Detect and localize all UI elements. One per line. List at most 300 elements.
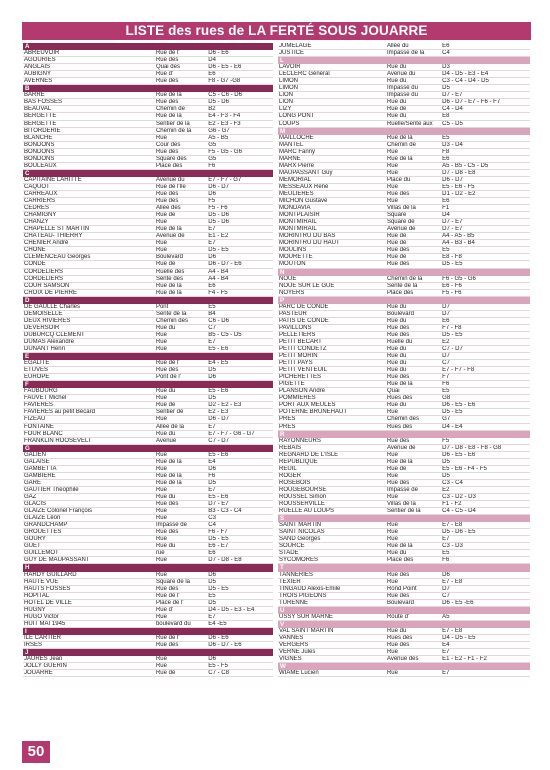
section-letter-w: W [278,663,530,670]
street-name: USSY SUR MARNE [279,613,333,620]
map-grid-ref: F4 - F5 [208,289,228,296]
map-grid-ref: D5 [442,458,450,465]
street-type: Rue du [155,543,176,550]
street-row [278,276,530,283]
street-row [278,381,530,388]
street-name: CARRIERS [24,198,56,205]
map-grid-ref: D5 - D6 [208,219,229,226]
street-row [278,642,530,649]
street-row [23,318,273,325]
street-name: AGOURIES [24,57,56,64]
street-type: Rue de la [155,92,182,99]
street-name: MARC Fanny [279,148,316,155]
map-grid-ref: E2 - E3 [208,409,229,416]
street-type: Ruelle/Sente aux [386,120,433,127]
map-grid-ref: D6 - D7 [208,183,229,190]
street-type: Rue du [386,402,407,409]
street-type: Square des [155,155,187,162]
map-grid-ref: C7 - D7 [442,346,463,353]
street-name: PATIS DE CONDE [279,317,329,324]
street-row [278,332,530,339]
street-row [278,670,530,677]
street-row [278,290,530,297]
street-name: HÔTEL DE VILLE [24,599,72,606]
street-name: FAUBOURG [24,388,58,395]
street-name: BONDONS [24,148,55,155]
map-grid-ref: D7 [442,303,450,310]
street-name: POTERNE BRUNEHAUT [279,409,348,416]
street-name: PRES [279,416,296,423]
street-type: Avenue du [155,176,185,183]
street-name: PETIT PAYS [279,360,313,367]
street-type: Rue de [386,254,407,261]
map-grid-ref: F7 - F8 [442,324,462,331]
street-type: Rue des [386,437,410,444]
street-type: Chemin de [386,141,416,148]
map-grid-ref: A5 [442,613,450,620]
street-name: IRSES [24,641,43,648]
street-name: CARREAUX [24,190,58,197]
street-name: BARRE [24,92,45,99]
street-name: SYCOMORES [279,557,319,564]
street-name: PELLETIERS [279,331,316,338]
street-list-right-column [278,43,530,677]
street-name: FIZEAU [24,416,46,423]
street-type: Rue [155,557,167,564]
street-name: CONDE [24,261,46,268]
street-type: Rue de la [155,226,182,233]
street-row [278,374,530,381]
map-grid-ref: E2 [442,486,450,493]
map-grid-ref: F5 - F6 [208,205,228,212]
street-type: rue [155,550,165,557]
street-type: Rue de l'Île [155,183,186,190]
map-grid-ref: D6 [208,656,216,663]
map-grid-ref: D6 [442,571,450,578]
map-grid-ref: E7 - E8 [442,522,463,529]
street-name: BOULEAUX [24,162,57,169]
street-type: Ruelle des [155,268,185,275]
street-name: CORDELIERS [24,275,64,282]
map-grid-ref: E7 [208,338,216,345]
street-type: Rue du [386,367,407,374]
street-type: Rue [386,536,398,543]
map-grid-ref: A4 - B4 [208,275,229,282]
street-type: Rue [155,346,167,353]
street-type: Rue des [155,367,179,374]
street-name: FOUR BLANC [24,430,63,437]
street-type: Rue de [155,212,176,219]
map-grid-ref: E4 - F3 - F4 [208,113,241,120]
street-name: DUMAS Alexandre [24,338,75,345]
street-row [278,191,530,198]
street-row [278,113,530,120]
street-row [278,135,530,142]
street-row [23,374,273,381]
map-grid-ref: E7 [208,613,216,620]
map-grid-ref: B4 [208,310,216,317]
map-grid-ref: C3 - D2 - D3 [442,494,476,500]
street-row [278,409,530,416]
street-row [23,600,273,607]
street-type: Rue [155,656,167,663]
map-grid-ref: D5 - D6 - E5 [442,529,476,536]
street-name: EUROPE [24,374,50,381]
street-type: Impasse de [386,486,418,493]
street-type: Rue du [386,346,407,353]
street-type: Rue de la [386,134,413,141]
street-type: Rue [386,162,398,169]
map-grid-ref: D5 - E5 [208,247,229,254]
street-name: MONDAVIA [279,205,311,212]
street-type: Square [386,212,407,219]
street-type: Chemin des [155,317,188,324]
street-row [23,219,273,226]
street-row [23,191,273,198]
street-name: LONG PONT [279,113,315,120]
street-type: Rue [155,331,167,338]
street-name: LIMON [279,85,299,92]
street-row [23,487,273,494]
street-row [278,254,530,261]
street-name: AVERNES [24,78,53,85]
street-type: Rues des [386,395,413,402]
map-grid-ref: D7 - D8 - E8 - F8 - G8 [442,444,502,451]
street-row [278,106,530,113]
street-row [23,325,273,332]
map-grid-ref: D6 [208,190,216,197]
street-type: Square de [386,219,415,226]
street-row [23,311,273,318]
map-grid-ref: C4 [208,522,216,529]
map-grid-ref: A4 - B3 - B4 [442,240,475,247]
street-row [278,438,530,445]
street-row [278,142,530,149]
street-name: GUILLEMOT [24,550,59,557]
street-row [23,621,273,628]
street-type: Rue des [155,198,179,205]
map-grid-ref: A4 - B4 [208,268,229,275]
street-type: Allée des [155,205,181,212]
street-name: PRES [279,423,296,430]
map-grid-ref: D7 [442,310,450,317]
map-grid-ref: C6 - D6 [208,317,229,324]
street-type: Rue [386,670,398,677]
street-name: MEULIERES [279,190,314,197]
street-type: Sente de la [155,310,187,317]
map-grid-ref: C5 - C6 - D6 [208,92,242,99]
street-row [23,360,273,367]
map-grid-ref: D4 - D5 - E3 - E4 [442,71,489,78]
map-grid-ref: C3 [208,515,216,522]
section-letter-t: T [278,564,530,571]
street-name: GRANDCHAMP [24,522,68,529]
street-type: Rue des [155,148,179,155]
street-type: Chemin de la [386,275,423,282]
street-type: Quai des [155,64,180,71]
street-type: Rue de l' [155,50,180,57]
map-grid-ref: D6 - E6 [208,50,229,57]
street-row [278,261,530,268]
street-name: CROIX DE PIERRE [24,289,78,296]
street-type: Rue [386,198,398,205]
street-name: HAUTS FOSSES [24,585,71,592]
street-name: MONTMIRAIL [279,219,317,226]
street-type: Rue de l' [155,634,180,641]
street-name: PETIT VENTEUIL [279,367,327,374]
street-name: BONDONS [24,155,55,162]
street-name: GARE [24,479,42,486]
street-row [278,205,530,212]
street-type: Rue des [386,592,410,599]
map-grid-ref: F1 - F2 [442,501,462,508]
street-name: TEXIER [279,578,301,585]
section-letter-c: C [23,170,273,177]
street-row [278,494,530,501]
street-name: ROGER [279,472,302,479]
street-name: PAVILLONS [279,324,312,331]
map-grid-ref: E5 - E6 - F4 - F5 [442,465,487,472]
street-name: DUBURCQ CLEMENT [24,331,85,338]
map-grid-ref: D6 - E5 - E6 [442,402,476,409]
street-type: Rue des [155,57,179,64]
street-type: Rue des [155,190,179,197]
street-name: GUY DE MAUPASSANT [24,557,90,564]
street-name: GAMBETTA [24,465,57,472]
street-type: Rue de la [386,458,413,465]
street-name: NOUE SUR LE GUE [279,282,335,289]
street-row [23,431,273,438]
map-grid-ref: F6 [208,162,216,169]
map-grid-ref: D6 [208,465,216,472]
street-name: ANGLAIS [24,64,51,71]
street-name: PETIT CONDETZ [279,346,327,353]
street-name: JUMELAGE [279,43,312,49]
street-row [278,452,530,459]
map-grid-ref: E6 [442,43,450,49]
street-row [278,43,530,50]
street-type: Place du [386,176,411,183]
map-grid-ref: D4 - E4 [442,423,463,430]
street-type: Rue de la [386,155,413,162]
section-letter-m: M [278,128,530,135]
street-name: CHONE [24,247,46,254]
street-type: Avenue de [386,444,416,451]
street-type: Rue [155,663,167,670]
map-grid-ref: E6 - E7 [208,543,229,550]
street-name: ÎLE CARTIER [24,634,61,641]
street-name: CHÂTEAU- THIERRY [24,233,83,240]
street-name: GALAISE [24,458,50,465]
street-row [23,106,273,113]
map-grid-ref: D7 - D8 - E8 [442,169,476,176]
street-name: GAZ [24,494,37,500]
street-row [278,635,530,642]
street-row [23,177,273,184]
map-grid-ref: B3 - C3 - C4 [208,508,242,515]
street-row [23,367,273,374]
street-name: MORINTRU DU BAS [279,233,336,240]
street-name: MAUPASSANT Guy [279,169,333,176]
map-grid-ref: D1 - D2 - E2 [442,190,476,197]
map-grid-ref: D5 [442,85,450,92]
street-type: Rue des [155,529,179,536]
map-grid-ref: E1 - E2 - F1 - F2 [442,656,487,663]
street-row [278,508,530,515]
street-name: GLAIZE Colonel François [24,508,93,515]
street-type: Boulevard [386,599,414,606]
street-row [23,501,273,508]
street-type: Rue du [155,494,176,500]
street-row [23,529,273,536]
street-name: FRANKLIN ROOSEVELT [24,437,92,444]
street-type: Ruelle du [386,338,413,345]
street-type: Allée du [386,43,409,49]
street-row [23,459,273,466]
street-type: Rues des [386,634,413,641]
map-grid-ref: D5 - D6 [208,99,229,106]
map-grid-ref: C4 [442,50,450,57]
street-row [278,557,530,564]
street-type: Impasse de [155,522,187,529]
map-grid-ref: D3 - D4 [442,141,463,148]
street-name: AUBIGNY [24,71,52,78]
street-row [278,339,530,346]
map-grid-ref: E6 [442,317,450,324]
map-grid-ref: E7 [208,226,216,233]
map-grid-ref: D6 - E5 -E6 [442,599,474,606]
street-row [23,339,273,346]
map-grid-ref: C4 - C5 - D4 [442,508,476,515]
street-name: BERGETTE [24,120,57,127]
map-grid-ref: E4 -E5 [208,620,227,627]
street-row [278,247,530,254]
street-name: RAYONNEURS [279,437,321,444]
street-row [278,99,530,106]
street-name: HARDY GUILLARD [24,571,77,578]
section-letter-b: B [23,85,273,92]
street-type: Square de la [155,578,190,585]
street-type: Route d' [386,613,410,620]
street-name: MICHON Gustave [279,198,328,205]
street-type: Rue [386,649,398,656]
section-letter-f: F [23,381,273,388]
street-name: RUELLE AU LOUPS [279,508,335,515]
map-grid-ref: E5 - E6 [208,346,229,353]
street-type: Rue [155,486,167,493]
street-row [23,332,273,339]
street-row [278,522,530,529]
street-row [23,283,273,290]
map-grid-ref: D5 [208,395,216,402]
street-name: JAURES Jean [24,656,63,663]
map-grid-ref: A5 - B5 - C5 - D5 [442,162,489,169]
street-type: Rue des [386,331,410,338]
street-type: Rue des [386,641,410,648]
map-grid-ref: E1 - E2 [208,233,229,240]
street-name: GALIEN [24,451,47,458]
street-row [278,367,530,374]
street-row [278,78,530,85]
street-name: MARNE [279,155,301,162]
map-grid-ref: F6 [442,557,450,564]
map-grid-ref: C7 [442,360,450,367]
street-type: Rue [155,465,167,472]
street-type: Rue du [386,360,407,367]
map-grid-ref: D5 - E5 [208,585,229,592]
street-row [23,515,273,522]
street-name: DEMOISELLE [24,310,63,317]
street-type: Rue des [386,571,410,578]
street-row [23,226,273,233]
section-letter-p: P [278,297,530,304]
street-row [278,593,530,600]
map-grid-ref: C3 - C4 - D4 - D5 [442,78,489,85]
street-row [23,466,273,473]
street-type: Rue [155,395,167,402]
street-row [278,402,530,409]
section-letter-d: D [23,297,273,304]
street-name: MEMORIAL [279,176,312,183]
street-name: PASTEUR [279,310,307,317]
street-name: MONTMIRAIL [279,226,317,233]
street-row [278,649,530,656]
street-row [23,240,273,247]
street-name: SOURCE [279,543,305,550]
street-type: Rue des [155,501,179,508]
map-grid-ref: B5 - C5 - D5 [208,331,242,338]
street-row [23,424,273,431]
street-row [23,276,273,283]
street-type: Rue d' [155,71,174,78]
street-row [23,64,273,71]
section-letter-n: N [278,269,530,276]
street-row [278,177,530,184]
street-row [23,543,273,550]
street-type: Rue [155,338,167,345]
street-name: HUGNY [24,606,46,613]
street-type: Rue de la [155,113,182,120]
map-grid-ref: E4 [442,641,450,648]
street-name: ETUVES [24,367,49,374]
map-grid-ref: E7 - E8 [442,578,463,585]
street-type: Rue des [155,99,179,106]
map-grid-ref: C5 - D5 [442,120,463,127]
street-name: MONTPLAISIR [279,212,320,219]
street-row [23,113,273,120]
street-row [278,212,530,219]
street-type: Avenue de [155,233,185,240]
street-name: LECLERC Général [279,71,330,78]
map-grid-ref: D5 [442,472,450,479]
map-grid-ref: D5 - D6 [208,212,229,219]
street-type: Rue [386,183,398,190]
street-name: PLANSON André [279,388,326,395]
street-type: Rue [386,529,398,536]
street-name: LOUPS [279,120,300,127]
map-grid-ref: D4 - D5 - E3 - E4 [208,606,255,613]
map-grid-ref: F5 - G5 - G6 [208,148,242,155]
street-row [278,487,530,494]
street-name: TINGAUD Alexis-Emile [279,585,341,592]
map-grid-ref: E7 - F7 - F8 [442,367,475,374]
section-letter-h: H [23,564,273,571]
street-type: Rue [155,571,167,578]
section-letter-e: E [23,353,273,360]
street-row [278,304,530,311]
street-type: Rue [155,536,167,543]
map-grid-ref: E6 [208,282,216,289]
